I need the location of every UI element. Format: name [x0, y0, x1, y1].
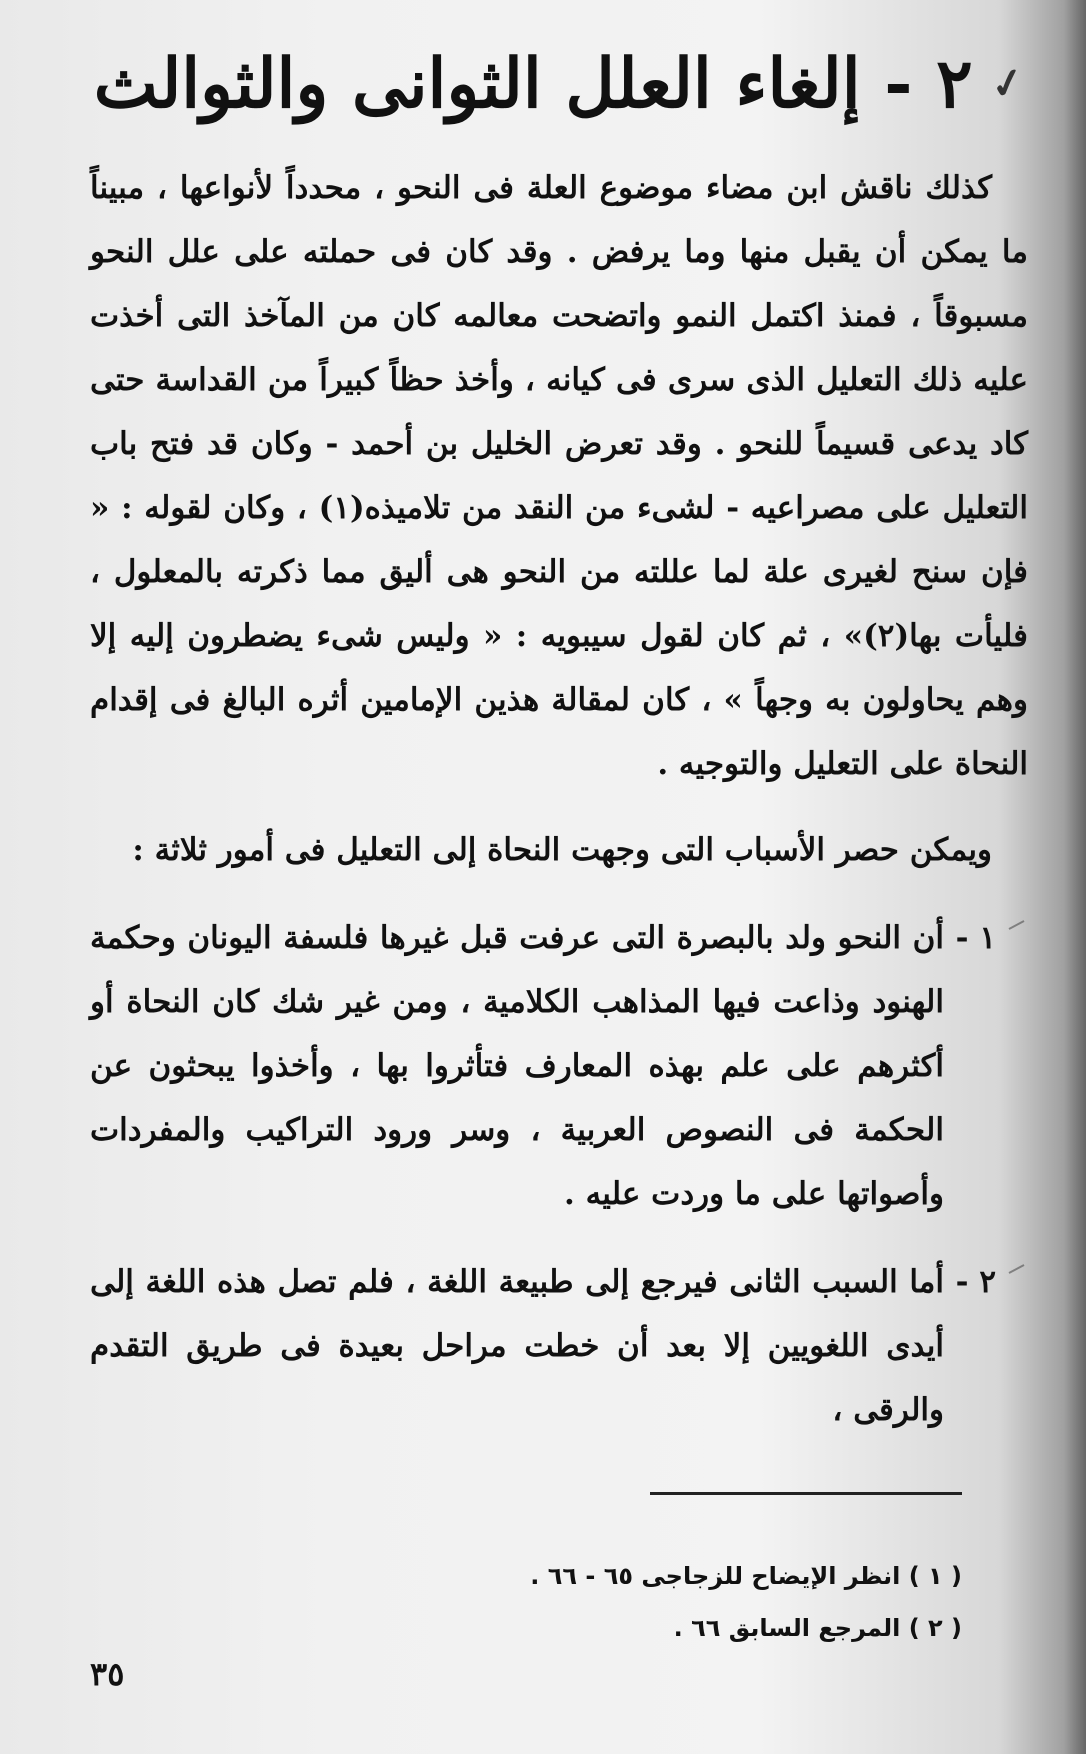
footnote-2: ( ٢ ) المرجع السابق ٦٦ .: [673, 1614, 962, 1642]
list-item-number: ٢ -: [955, 1264, 996, 1300]
page-number: ٣٥: [90, 1655, 125, 1693]
list-item-number: ١ -: [955, 920, 996, 956]
page-content: [90, 28, 1028, 1714]
paragraph-2: ويمكن حصر الأسباب التى وجهت النحاة إلى التعليل فى أمور ثلاثة :: [132, 832, 992, 868]
margin-check-icon: [1006, 1252, 1028, 1306]
footnotes: [530, 1550, 962, 1654]
book-spine-shadow: [1064, 0, 1086, 1754]
footnote-divider: [650, 1492, 962, 1495]
main-text: [90, 156, 1028, 1442]
list-item-text: أما السبب الثانى فيرجع إلى طبيعة اللغة ، فلم تصل هذه اللغة إلى أيدى اللغويين إلا بعد أن خطت مراحل بعيدة فى طريق التقدم والرقى ،: [90, 1264, 944, 1428]
page-title: ٢ - إلغاء العلل الثوانى والثوالث: [93, 44, 973, 124]
list-item-1: [90, 906, 1028, 1226]
chapter-heading: [90, 28, 1028, 140]
paragraph-1: كذلك ناقش ابن مضاء موضوع العلة فى النحو ، محدداً لأنواعها ، مبيناً ما يمكن أن يقبل منها وما يرفض . وقد كان فى حملته على علل النحو مسبوقاً ، فمنذ اكتمل النمو واتضحت معالمه كان من المآخذ التى أخذت عليه ذلك التعليل الذى سرى فى كيانه ، وأخذ حظاً كبيراً من القداسة حتى كاد يدعى قسيماً للنحو . وقد تعرض الخليل بن أحمد - وكان قد فتح باب التعليل على مصراعيه - لشىء من النقد من تلاميذه(١) ، وكان لقوله : « فإن سنح لغيرى علة لما عللته من النحو هى أليق مما ذكرته بالمعلول ، فليأت بها(٢)» ، ثم كان لقول سيبويه : « وليس شىء يضطرون إليه إلا وهم يحاولون به وجهاً » ، كان لمقالة هذين الإمامين أثره البالغ فى إقدام النحاة على التعليل والتوجيه .: [90, 170, 1028, 782]
margin-check-icon: [1006, 908, 1028, 962]
list-item-2: [90, 1250, 1028, 1442]
footnote-1: ( ١ ) انظر الإيضاح للزجاجى ٦٥ - ٦٦ .: [530, 1562, 962, 1590]
list-item-text: أن النحو ولد بالبصرة التى عرفت قبل غيرها فلسفة اليونان وحكمة الهنود وذاعت فيها المذاهب الكلامية ، ومن غير شك كان النحاة أو أكثرهم على علم بهذه المعارف فتأثروا بها ، وأخذوا يبحثون عن الحكمة فى النصوص العربية ، وسر ورود التراكيب والمفردات وأصواتها على ما وردت عليه .: [90, 920, 944, 1212]
check-mark-icon: ✓: [986, 57, 1029, 110]
